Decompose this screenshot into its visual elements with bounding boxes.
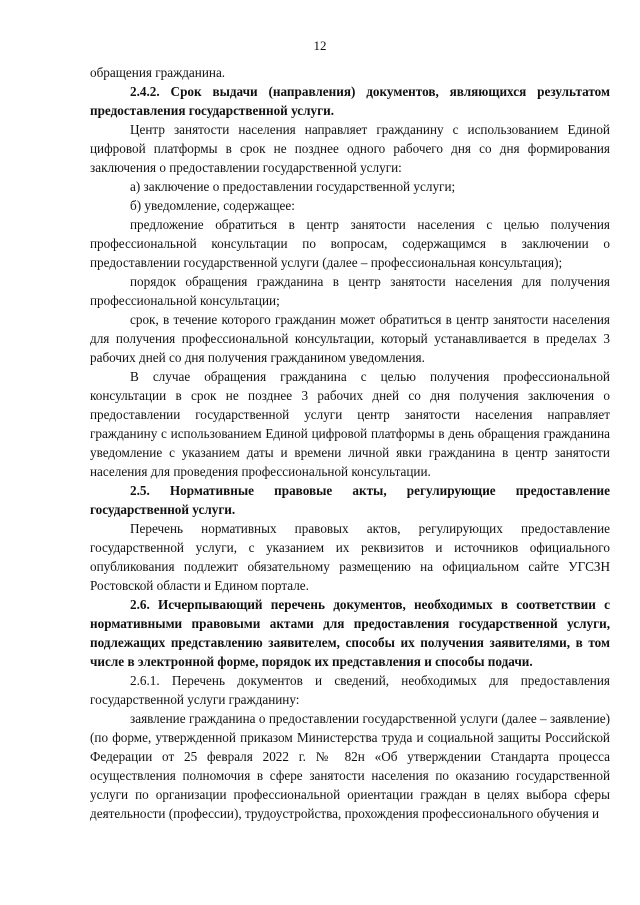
section-heading-2-4-2: 2.4.2. Срок выдачи (направления) документов, являющихся результатом предоставления государственной услуги.	[90, 84, 610, 118]
document-body	[90, 63, 610, 823]
paragraph: обращения гражданина.	[90, 65, 226, 80]
paragraph: 2.6.1. Перечень документов и сведений, необходимых для предоставления государственной услуги гражданину:	[90, 673, 610, 707]
list-item-b: б) уведомление, содержащее:	[130, 198, 295, 213]
paragraph: Центр занятости населения направляет гражданину с использованием Единой цифровой платформы в срок не позднее одного рабочего дня со дня формирования заключения о предоставлении государственной услуги:	[90, 122, 610, 175]
paragraph: предложение обратиться в центр занятости населения с целью получения профессиональной консультации по вопросам, содержащимся в заключении о предоставлении государственной услуги (далее – профессиональная консультация);	[90, 217, 610, 270]
section-heading-2-5: 2.5. Нормативные правовые акты, регулирующие предоставление государственной услуги.	[90, 483, 610, 517]
list-item-a: а) заключение о предоставлении государственной услуги;	[130, 179, 456, 194]
paragraph: заявление гражданина о предоставлении государственной услуги (далее – заявление) (по форме, утвержденной приказом Министерства труда и социальной защиты Российской Федерации от 25 февраля 2022 г. № 82н «Об утверждении Стандарта процесса осуществления полномочия в сфере занятости населения по оказанию государственной услуги по организации профессиональной ориентации граждан в целях выбора сферы деятельности (профессии), трудоустройства, прохождения профессионального обучения и	[90, 711, 610, 821]
page-number: 12	[313, 38, 327, 53]
section-heading-2-6: 2.6. Исчерпывающий перечень документов, необходимых в соответствии с нормативными правовыми актами для предоставления государственной услуги, подлежащих представлению заявителем, способы их получения заявителями, в том числе в электронной форме, порядок их представления и способы подачи.	[90, 597, 610, 669]
paragraph: порядок обращения гражданина в центр занятости населения для получения профессиональной консультации;	[90, 274, 610, 308]
paragraph: В случае обращения гражданина с целью получения профессиональной консультации в срок не позднее 3 рабочих дней со дня получения заключения о предоставлении государственной услуги центр занятости населения направляет гражданину с использованием Единой цифровой платформы в день обращения гражданина уведомление с указанием даты и времени личной явки гражданина в центр занятости населения для проведения профессиональной консультации.	[90, 369, 610, 479]
paragraph: Перечень нормативных правовых актов, регулирующих предоставление государственной услуги, с указанием их реквизитов и источников официального опубликования подлежит обязательному размещению на официальном сайте УГСЗН Ростовской области и Едином портале.	[90, 521, 610, 593]
paragraph: срок, в течение которого гражданин может обратиться в центр занятости населения для получения профессиональной консультации, который устанавливается в пределах 3 рабочих дней со дня получения гражданином уведомления.	[90, 312, 610, 365]
